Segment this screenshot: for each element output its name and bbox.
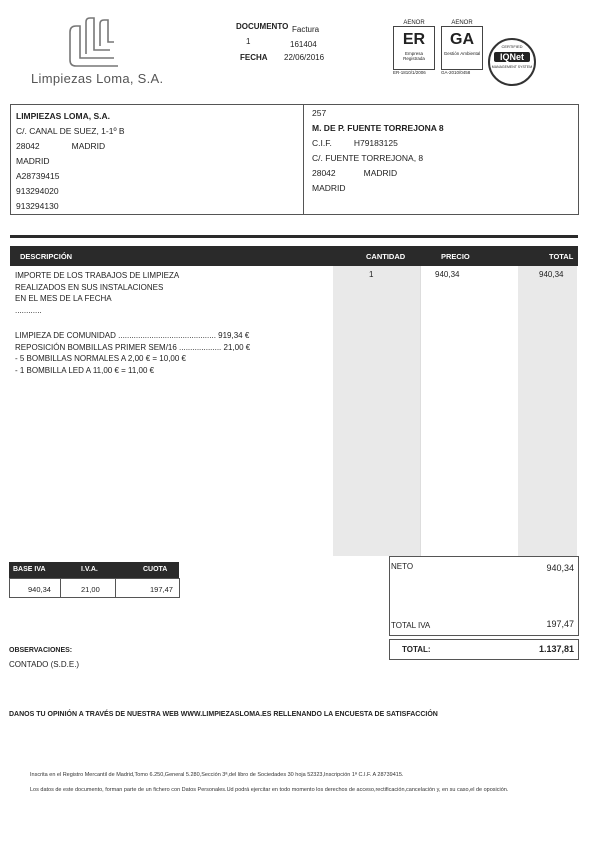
detail-line: REPOSICIÓN BOMBILLAS PRIMER SEM/16 ................... 21,00 € (15, 342, 251, 352)
tax-col-base: BASE IVA (13, 566, 46, 573)
client-cif: H79183125 (353, 138, 398, 148)
company-logo-icon (64, 16, 124, 68)
detail-line: - 5 BOMBILLAS NORMALES A 2,00 € = 10,00 € (15, 354, 186, 363)
fecha-label: FECHA (240, 53, 268, 62)
neto-label: NETO (391, 562, 414, 571)
item-description (15, 270, 179, 316)
grand-total-label: TOTAL: (402, 645, 431, 654)
issuer-cif: A28739415 (16, 171, 60, 181)
col-cantidad: CANTIDAD (366, 252, 406, 261)
col-divider (420, 266, 421, 556)
documento-value: Factura (292, 25, 320, 34)
company-name-logo: Limpiezas Loma, S.A. (31, 71, 164, 86)
detail-line: LIMPIEZA DE COMUNIDAD ............................................ 919,34 € (15, 331, 250, 340)
grand-total-value: 1.137,81 (538, 644, 574, 654)
aenor-er-badge: AENOR ER Empresa Registrada ER-1810/1/2006 (393, 20, 435, 84)
client-province: MADRID (312, 183, 346, 193)
desc-line: ............ (15, 305, 42, 315)
fecha-value: 22/06/2016 (284, 53, 325, 62)
total-iva-value: 197,47 (546, 619, 574, 629)
table-header (10, 246, 578, 266)
issuer-street: C/. CANAL DE SUEZ, 1-1º B (16, 126, 125, 136)
client-street: C/. FUENTE TORREJONA, 8 (312, 153, 424, 163)
issuer-phone: 913294020 (16, 186, 59, 196)
client-block (312, 106, 444, 196)
observaciones-label: OBSERVACIONES: (9, 647, 73, 654)
grand-total-box (389, 639, 579, 660)
client-name: M. DE P. FUENTE TORREJONA 8 (312, 123, 444, 133)
item-cantidad: 1 (369, 270, 374, 279)
issuer-block (16, 109, 125, 214)
issuer-name: LIMPIEZAS LOMA, S.A. (16, 111, 110, 121)
issuer-province: MADRID (16, 156, 50, 166)
privacy-note: Los datos de este documento, forman parte de un fichero con Datos Personales.Ud podrá ejercitar en todo momento los derechos de acceso,rectificación,cancelación y, en su caso,el de oposición. (30, 787, 509, 793)
client-city: MADRID (363, 168, 398, 178)
address-divider (303, 104, 304, 214)
tax-table-header (9, 562, 179, 578)
document-series: 1 (246, 37, 251, 46)
er-icon: ER (402, 31, 426, 48)
item-total: 940,34 (539, 270, 564, 279)
client-postal: 28042 (312, 168, 336, 178)
tax-col-cuota: CUOTA (143, 566, 168, 573)
desc-line: EN EL MES DE LA FECHA (15, 294, 112, 303)
item-precio: 940,34 (435, 270, 460, 279)
document-number: 161404 (290, 40, 317, 49)
totals-box (389, 556, 579, 636)
cantidad-column (333, 266, 420, 556)
client-code: 257 (312, 108, 327, 118)
issuer-city: MADRID (71, 141, 106, 151)
tax-base: 940,34 (28, 585, 51, 594)
survey-message: DANOS TU OPINIÓN A TRAVÉS DE NUESTRA WEB WWW.LIMPIEZASLOMA.ES RELLENANDO LA ENCUESTA DE SATISFACCIÓN (9, 711, 438, 718)
table-top-rule (10, 235, 578, 238)
total-iva-label: TOTAL IVA (391, 621, 431, 630)
total-column (518, 266, 577, 556)
registry-note: Inscrita en el Registro Mercantil de Madrid,Tomo 6.250,General 5.280,Sección 3ª,del libro de Sociedades 30 hoja 52323,Inscripción 1ª C.I.F. A 28739415. (30, 772, 404, 778)
detail-lines (15, 330, 250, 376)
desc-line: IMPORTE DE LOS TRABAJOS DE LIMPIEZA (15, 271, 180, 280)
tax-table-row (9, 578, 180, 598)
col-total: TOTAL (549, 252, 574, 261)
col-descripcion: DESCRIPCIÓN (20, 252, 73, 261)
neto-value: 940,34 (546, 563, 574, 573)
col-precio: PRECIO (441, 252, 470, 261)
documento-label: DOCUMENTO (236, 22, 289, 31)
desc-line: REALIZADOS EN SUS INSTALACIONES (15, 282, 164, 292)
tax-iva: 21,00 (81, 585, 100, 594)
issuer-postal: 28042 (16, 141, 40, 151)
tax-col-iva: I.V.A. (81, 566, 98, 573)
observaciones-text: CONTADO (S.D.E.) (9, 660, 80, 669)
iqnet-badge: CERTIFIED IQNet MANAGEMENT SYSTEM (488, 38, 536, 86)
client-cif-label: C.I.F. (312, 138, 332, 148)
ga-icon: GA (450, 31, 474, 48)
issuer-fax: 913294130 (16, 201, 59, 211)
aenor-ga-badge: AENOR GA Gestión Ambiental GA-2010/0458 (441, 20, 483, 84)
iqnet-icon: IQNet (494, 52, 530, 62)
tax-cuota: 197,47 (150, 585, 173, 594)
detail-line: - 1 BOMBILLA LED A 11,00 € = 11,00 € (15, 365, 155, 375)
